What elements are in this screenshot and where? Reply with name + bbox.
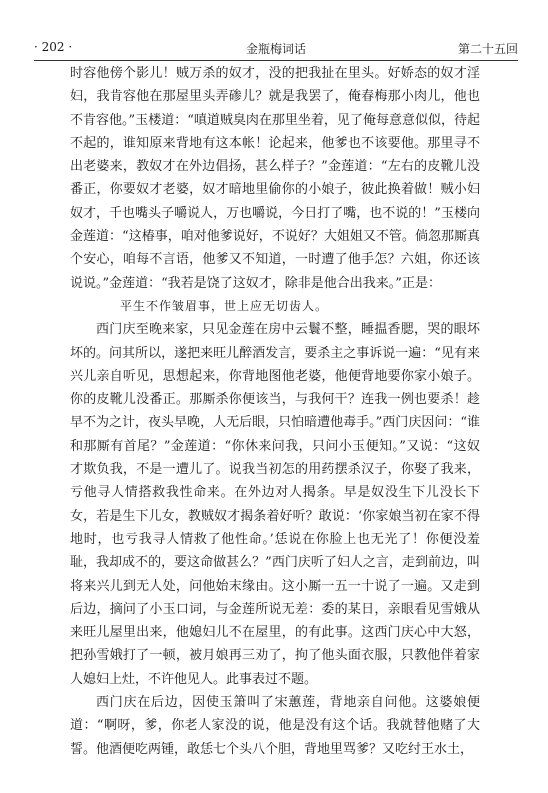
page-header — [34, 36, 518, 58]
header-rule — [34, 60, 518, 61]
chapter-title: 第二十五回 — [457, 42, 518, 56]
page-body — [70, 62, 480, 761]
paragraph: 西门庆至晚来家，只见金莲在房中云鬟不整，睡揾香腮，哭的眼坏坏的。问其所以，遂把来旺儿醉酒发言，要杀主之事诉说一遍：“见有来兴儿亲自听见，思想起来，你背地图他老婆，他便背地要你家小娘子。你的皮靴儿没番正。那厮杀你便该当，与我何干？连我一例也要杀！趁早不为之计，夜头早晚，人无后眼，只怕暗遭他毒手。”西门庆因问：“谁和那厮有首尾？”金莲道：“你休来问我，只问小玉便知。”又说：“这奴才欺负我，不是一遭儿了。说我当初怎的用药摆杀汉子，你娶了我来，亏他寻人情搭救我性命来。在外边对人揭条。早是奴没生下儿没长下女，若是生下儿女，教贼奴才揭条着好听？敢说：‘你家娘当初在家不得地时，也亏我寻人情救了他性命。’恁说在你脸上也无光了！你便没羞耻，我却成不的，要这命做甚么？”西门庆听了妇人之言，走到前边，叫将来兴儿到无人处，问他始末缘由。这小厮一五一十说了一遍。又走到后边，摘问了小玉口词，与金莲所说无差：委的某日，亲眼看见雪娥从来旺儿屋里出来，他媳妇儿不在屋里，的有此事。这西门庆心中大怒，把孙雪娥打了一顿，被月娘再三劝了，拘了他头面衣服，只教他伴着家人媳妇上灶，不许他见人。此事表过不题。 — [70, 322, 480, 687]
paragraph: 西门庆在后边，因使玉箫叫了宋蕙莲，背地亲自问他。这婆娘便道：“啊呀，爹，你老人家没的说，他是没有这个话。我就替他赌了大誓。他酒便吃两锺，敢恁七个头八个胆，背地里骂爹？又吃纣王水土， — [70, 695, 480, 757]
poem-couplet: 平生不作皱眉事，世上应无切齿人。 — [120, 298, 329, 313]
paragraph-continuation: 时容他傍个影儿！贼万杀的奴才，没的把我扯在里头。好娇态的奴才淫妇，我肯容他在那屋里头弄碜儿？就是我罢了，俺春梅那小肉儿，他也不肯容他。”玉楼道：“嗔道贼臭肉在那里坐着，见了俺每意意似似，待起不起的，谁知原来背地有这本帐！论起来，他爹也不该要他。那里寻不出老婆来，教奴才在外边倡扬，甚么样子？”金莲道：“左右的皮靴儿没番正，你要奴才老婆，奴才暗地里偷你的小娘子，彼此换着做！贼小妇奴才，千也嘴头子嚼说人，万也嚼说，今日打了嘴，也不说的！”玉楼向金莲道：“这椿事，咱对他爹说好，不说好？大姐姐又不管。倘忽那厮真个安心，咱每不言语，他爹又不知道，一时遭了他手怎？六姐，你还该说说。”金莲道：“我若是饶了这奴才，除非是他合出我来。”正是： — [70, 66, 480, 291]
page-number: · 202 · — [34, 40, 73, 54]
book-title: 金瓶梅词话 — [245, 42, 306, 56]
